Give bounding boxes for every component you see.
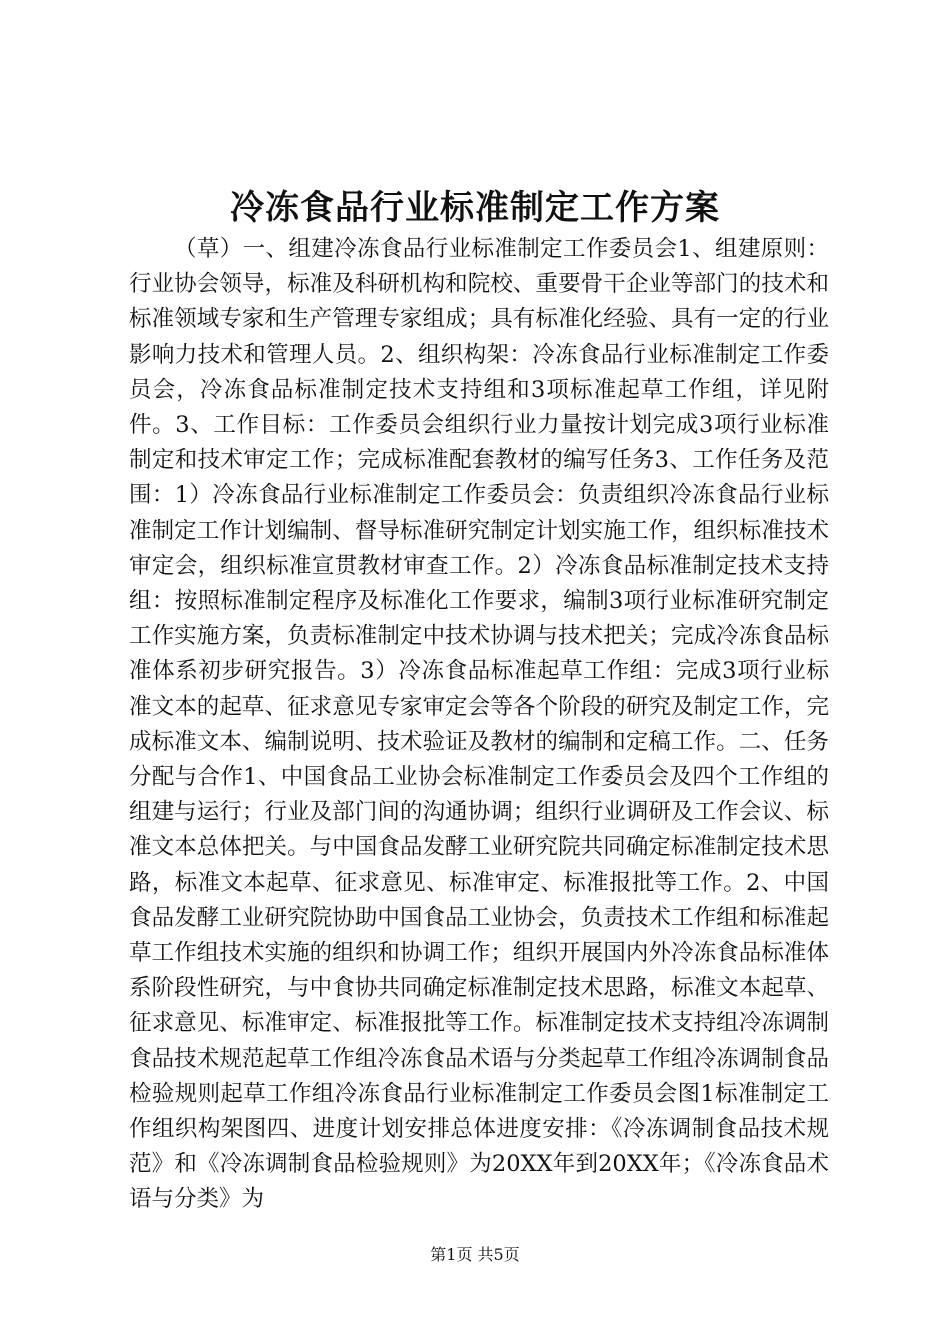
document-body-paragraph: （草）一、组建冷冻食品行业标准制定工作委员会1、组建原则：行业协会领导，标准及科研机构和院校、重要骨干企业等部门的技术和标准领域专家和生产管理专家组成；具有标准化经验、具有一定的行业影响力技术和管理人员。2、组织构架：冷冻食品行业标准制定工作委员会，冷冻食品标准制定技术支持组和3项标准起草工作组，详见附件。3、工作目标：工作委员会组织行业力量按计划完成3项行业标准制定和技术审定工作；完成标准配套教材的编写任务3、工作任务及范围：1）冷冻食品行业标准制定工作委员会：负责组织冷冻食品行业标准制定工作计划编制、督导标准研究制定计划实施工作，组织标准技术审定会，组织标准宣贯教材审查工作。2）冷冻食品标准制定技术支持组：按照标准制定程序及标准化工作要求，编制3项行业标准研究制定工作实施方案，负责标准制定中技术协调与技术把关；完成冷冻食品标准体系初步研究报告。3）冷冻食品标准起草工作组：完成3项行业标准文本的起草、征求意见专家审定会等各个阶段的研究及制定工作，完成标准文本、编制说明、技术验证及教材的编制和定稿工作。二、任务分配与合作1、中国食品工业协会标准制定工作委员会及四个工作组的组建与运行；行业及部门间的沟通协调；组织行业调研及工作会议、标准文本总体把关。与中国食品发酵工业研究院共同确定标准制定技术思路，标准文本起草、征求意见、标准审定、标准报批等工作。2、中国食品发酵工业研究院协助中国食品工业协会，负责技术工作组和标准起草工作组技术实施的组织和协调工作；组织开展国内外冷冻食品标准体系阶段性研究，与中食协共同确定标准制定技术思路，标准文本起草、征求意见、标准审定、标准报批等工作。标准制定技术支持组冷冻调制食品技术规范起草工作组冷冻食品术语与分类起草工作组冷冻调制食品检验规则起草工作组冷冻食品行业标准制定工作委员会图1标准制定工作组织构架图四、进度计划安排总体进度安排：《冷冻调制食品技术规范》和《冷冻调制食品检验规则》为20XX年到20XX年；《冷冻食品术语与分类》为 xyxy=(129,236,829,1213)
page-indicator: 第1页 共5页 xyxy=(430,1245,520,1264)
document-title: 冷冻食品行业标准制定工作方案 xyxy=(230,188,720,228)
